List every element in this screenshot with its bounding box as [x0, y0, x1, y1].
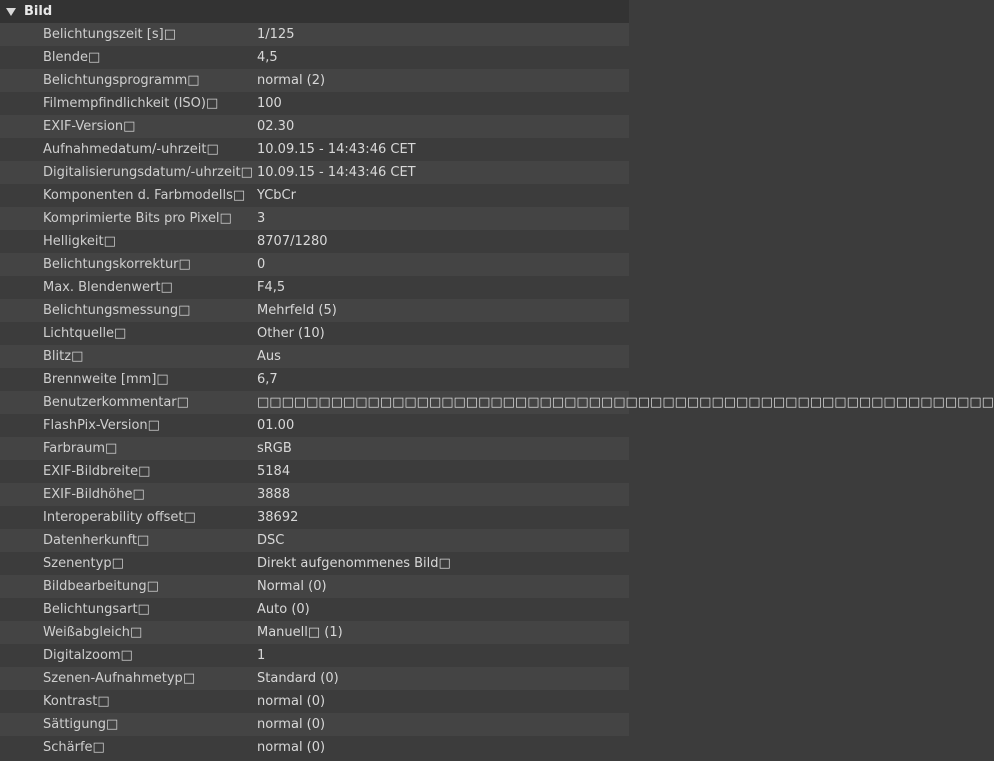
property-key: Sättigung□ [43, 717, 119, 732]
property-row[interactable] [0, 598, 629, 621]
property-key: Digitalisierungsdatum/-uhrzeit□ [43, 165, 253, 180]
property-key: Szenen-Aufnahmetyp□ [43, 671, 196, 686]
property-key: Schärfe□ [43, 740, 105, 755]
property-row[interactable] [0, 299, 629, 322]
property-row[interactable] [0, 276, 629, 299]
property-value: F4,5 [257, 280, 286, 295]
property-row[interactable] [0, 368, 629, 391]
property-value: Normal (0) [257, 579, 327, 594]
property-value: 0 [257, 257, 266, 272]
property-row[interactable] [0, 46, 629, 69]
section-title: Bild [24, 4, 53, 19]
property-row[interactable] [0, 460, 629, 483]
property-row[interactable] [0, 92, 629, 115]
property-key: Belichtungsart□ [43, 602, 150, 617]
section-header-bild[interactable] [0, 0, 629, 23]
property-key: Brennweite [mm]□ [43, 372, 169, 387]
property-row[interactable] [0, 575, 629, 598]
property-row[interactable] [0, 414, 629, 437]
property-key: Komponenten d. Farbmodells□ [43, 188, 246, 203]
property-value: 3 [257, 211, 266, 226]
property-value: normal (0) [257, 694, 326, 709]
property-row[interactable] [0, 736, 629, 759]
property-row[interactable] [0, 644, 629, 667]
property-value: sRGB [257, 441, 292, 456]
property-value: 1/125 [257, 27, 295, 42]
property-row[interactable] [0, 184, 629, 207]
property-value: 6,7 [257, 372, 278, 387]
property-key: EXIF-Bildhöhe□ [43, 487, 145, 502]
property-key: Belichtungsprogramm□ [43, 73, 200, 88]
property-value: 3888 [257, 487, 291, 502]
property-value: 02.30 [257, 119, 295, 134]
property-key: Digitalzoom□ [43, 648, 133, 663]
property-key: Filmempfindlichkeit (ISO)□ [43, 96, 219, 111]
property-value: Direkt aufgenommenes Bild□ [257, 556, 451, 571]
property-row[interactable] [0, 667, 629, 690]
property-value: Auto (0) [257, 602, 310, 617]
property-key: FlashPix-Version□ [43, 418, 160, 433]
property-value: 8707/1280 [257, 234, 328, 249]
expander-triangle-down-icon[interactable] [6, 8, 16, 16]
property-list [0, 23, 994, 759]
property-row[interactable] [0, 230, 629, 253]
property-key: Datenherkunft□ [43, 533, 150, 548]
property-value: normal (0) [257, 740, 326, 755]
property-row[interactable] [0, 322, 629, 345]
property-row[interactable] [0, 161, 629, 184]
property-value: YCbCr [257, 188, 296, 203]
property-value: Mehrfeld (5) [257, 303, 337, 318]
property-row[interactable] [0, 345, 629, 368]
property-key: Kontrast□ [43, 694, 110, 709]
property-row[interactable] [0, 483, 629, 506]
property-key: Komprimierte Bits pro Pixel□ [43, 211, 232, 226]
property-value: DSC [257, 533, 285, 548]
property-row[interactable] [0, 138, 629, 161]
property-row[interactable] [0, 69, 629, 92]
property-value: 10.09.15 - 14:43:46 CET [257, 142, 416, 157]
property-key: Blitz□ [43, 349, 84, 364]
property-value: Manuell□ (1) [257, 625, 343, 640]
property-row[interactable] [0, 690, 629, 713]
property-key: Max. Blendenwert□ [43, 280, 173, 295]
property-key: Bildbearbeitung□ [43, 579, 159, 594]
property-value: 100 [257, 96, 282, 111]
property-key: Belichtungskorrektur□ [43, 257, 191, 272]
property-key: Helligkeit□ [43, 234, 116, 249]
property-row[interactable] [0, 207, 629, 230]
property-value: normal (2) [257, 73, 326, 88]
property-value: Aus [257, 349, 281, 364]
property-value: 01.00 [257, 418, 295, 433]
property-key: Weißabgleich□ [43, 625, 143, 640]
property-value: 4,5 [257, 50, 278, 65]
property-row[interactable] [0, 621, 629, 644]
property-key: Belichtungsmessung□ [43, 303, 191, 318]
property-value: 1 [257, 648, 266, 663]
property-key: Farbraum□ [43, 441, 118, 456]
property-value: Standard (0) [257, 671, 339, 686]
property-key: Szenentyp□ [43, 556, 124, 571]
property-value: 10.09.15 - 14:43:46 CET [257, 165, 416, 180]
property-row[interactable] [0, 437, 629, 460]
property-key: Belichtungszeit [s]□ [43, 27, 176, 42]
property-row[interactable] [0, 115, 629, 138]
property-row[interactable] [0, 23, 629, 46]
property-key: Aufnahmedatum/-uhrzeit□ [43, 142, 219, 157]
property-value: 38692 [257, 510, 299, 525]
property-key: Blende□ [43, 50, 101, 65]
property-value: 5184 [257, 464, 291, 479]
property-key: Interoperability offset□ [43, 510, 196, 525]
property-row[interactable] [0, 391, 994, 414]
property-key: EXIF-Bildbreite□ [43, 464, 151, 479]
property-row[interactable] [0, 529, 629, 552]
property-key: Benutzerkommentar□ [43, 395, 189, 410]
property-row[interactable] [0, 713, 629, 736]
property-row[interactable] [0, 506, 629, 529]
property-value: □□□□□□□□□□□□□□□□□□□□□□□□□□□□□□□□□□□□□□□□□□□□□□□□□□□□□□□□□□□□ [257, 395, 994, 410]
property-value: normal (0) [257, 717, 326, 732]
property-key: Lichtquelle□ [43, 326, 127, 341]
property-value: Other (10) [257, 326, 325, 341]
property-row[interactable] [0, 552, 629, 575]
property-key: EXIF-Version□ [43, 119, 136, 134]
property-row[interactable] [0, 253, 629, 276]
